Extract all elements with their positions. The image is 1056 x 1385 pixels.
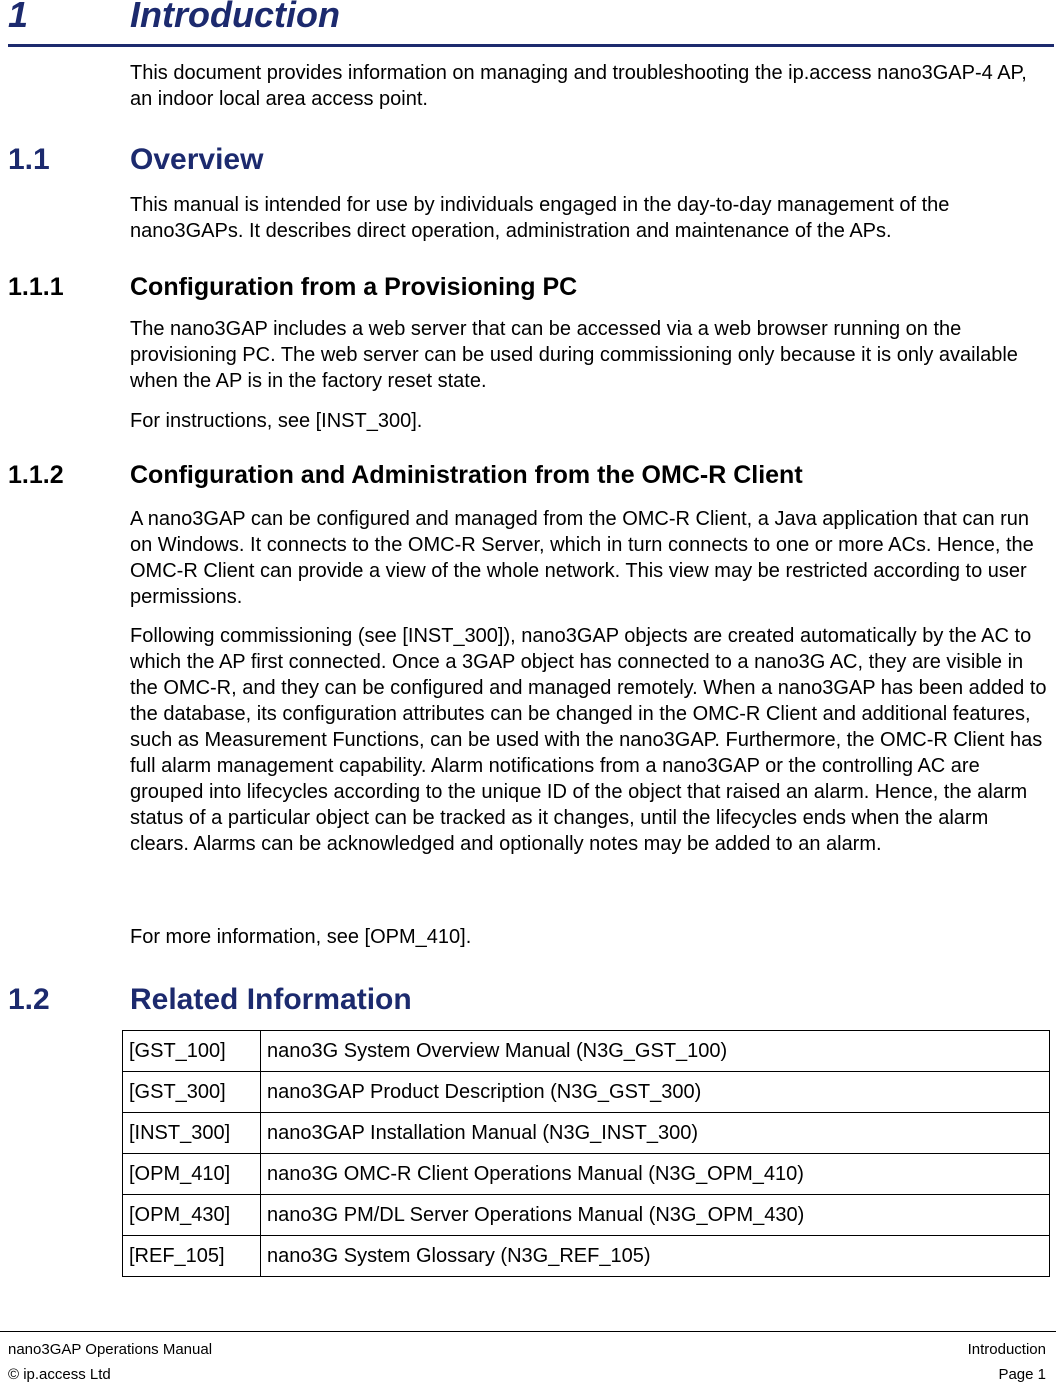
table-row: [123, 1072, 1050, 1113]
doc-description: nano3G OMC-R Client Operations Manual (N3G_OPM_410): [261, 1154, 1050, 1195]
section-number: 1.2: [8, 983, 50, 1016]
subsection-title: Configuration from a Provisioning PC: [130, 273, 578, 301]
doc-description: nano3GAP Installation Manual (N3G_INST_300): [261, 1113, 1050, 1154]
table-row: [123, 1195, 1050, 1236]
doc-description: nano3G System Glossary (N3G_REF_105): [261, 1236, 1050, 1277]
chapter-heading: [8, 0, 1054, 47]
table-row: [123, 1031, 1050, 1072]
doc-description: nano3G System Overview Manual (N3G_GST_100): [261, 1031, 1050, 1072]
chapter-number: 1: [8, 0, 29, 35]
omc-paragraph-3: For more information, see [OPM_410].: [130, 926, 472, 948]
table-row: [123, 1154, 1050, 1195]
doc-code: [OPM_430]: [123, 1195, 261, 1236]
chapter-title: Introduction: [130, 0, 340, 35]
related-documents-table: [122, 1030, 1050, 1277]
doc-code: [INST_300]: [123, 1113, 261, 1154]
doc-description: nano3G PM/DL Server Operations Manual (N3G_OPM_430): [261, 1195, 1050, 1236]
doc-code: [OPM_410]: [123, 1154, 261, 1195]
omc-paragraph-2: Following commissioning (see [INST_300]), nano3GAP objects are created automatically by the AC to which the AP first connected. Once a 3GAP object has connected to a nano3G AC, they are visible in the OMC-R, and they can be configured and managed remotely. When a nano3GAP has been added to the database, its configuration attributes can be changed in the OMC-R Client and additional features, such as Measurement Functions, can be used with the nano3GAP. Furthermore, the OMC-R Client has full alarm management capability. Alarm notifications from a nano3GAP or the controlling AC are grouped into lifecycles according to the unique ID of the object that raised an alarm. Hence, the alarm status of a particular object can be tracked as it changes, until the lifecycles ends when the alarm clears. Alarms can be acknowledged and optionally notes may be added to an alarm.: [130, 625, 1047, 855]
table-row: [123, 1113, 1050, 1154]
doc-code: [GST_100]: [123, 1031, 261, 1072]
footer-copyright: © ip.access Ltd: [8, 1366, 111, 1383]
doc-code: [GST_300]: [123, 1072, 261, 1113]
footer-page-number: Page 1: [998, 1366, 1046, 1383]
subsection-title: Configuration and Administration from the OMC-R Client: [130, 461, 803, 489]
omc-paragraph-1: A nano3GAP can be configured and managed from the OMC-R Client, a Java application that can run on Windows. It connects to the OMC-R Server, which in turn connects to one or more ACs. Hence, the OMC-R Client can provide a view of the whole network. This view may be restricted according to user permissions.: [130, 508, 1034, 608]
overview-paragraph: This manual is intended for use by individuals engaged in the day-to-day management of the nano3GAPs. It describes direct operation, administration and maintenance of the APs.: [130, 194, 950, 242]
provisioning-paragraph-1: The nano3GAP includes a web server that can be accessed via a web browser running on the provisioning PC. The web server can be used during commissioning only because it is only available when the AP is in the factory reset state.: [130, 318, 1018, 392]
intro-paragraph: This document provides information on managing and troubleshooting the ip.access nano3GAP-4 AP, an indoor local area access point.: [130, 62, 1027, 110]
footer-section-name: Introduction: [967, 1341, 1046, 1358]
section-title: Overview: [130, 143, 264, 176]
provisioning-paragraph-2: For instructions, see [INST_300].: [130, 410, 423, 432]
doc-description: nano3GAP Product Description (N3G_GST_300): [261, 1072, 1050, 1113]
subsection-number: 1.1.2: [8, 461, 64, 489]
footer-divider: [0, 1331, 1056, 1332]
subsection-number: 1.1.1: [8, 273, 64, 301]
section-number: 1.1: [8, 143, 50, 176]
section-title: Related Information: [130, 983, 412, 1016]
doc-code: [REF_105]: [123, 1236, 261, 1277]
table-row: [123, 1236, 1050, 1277]
footer-doc-title: nano3GAP Operations Manual: [8, 1341, 213, 1358]
